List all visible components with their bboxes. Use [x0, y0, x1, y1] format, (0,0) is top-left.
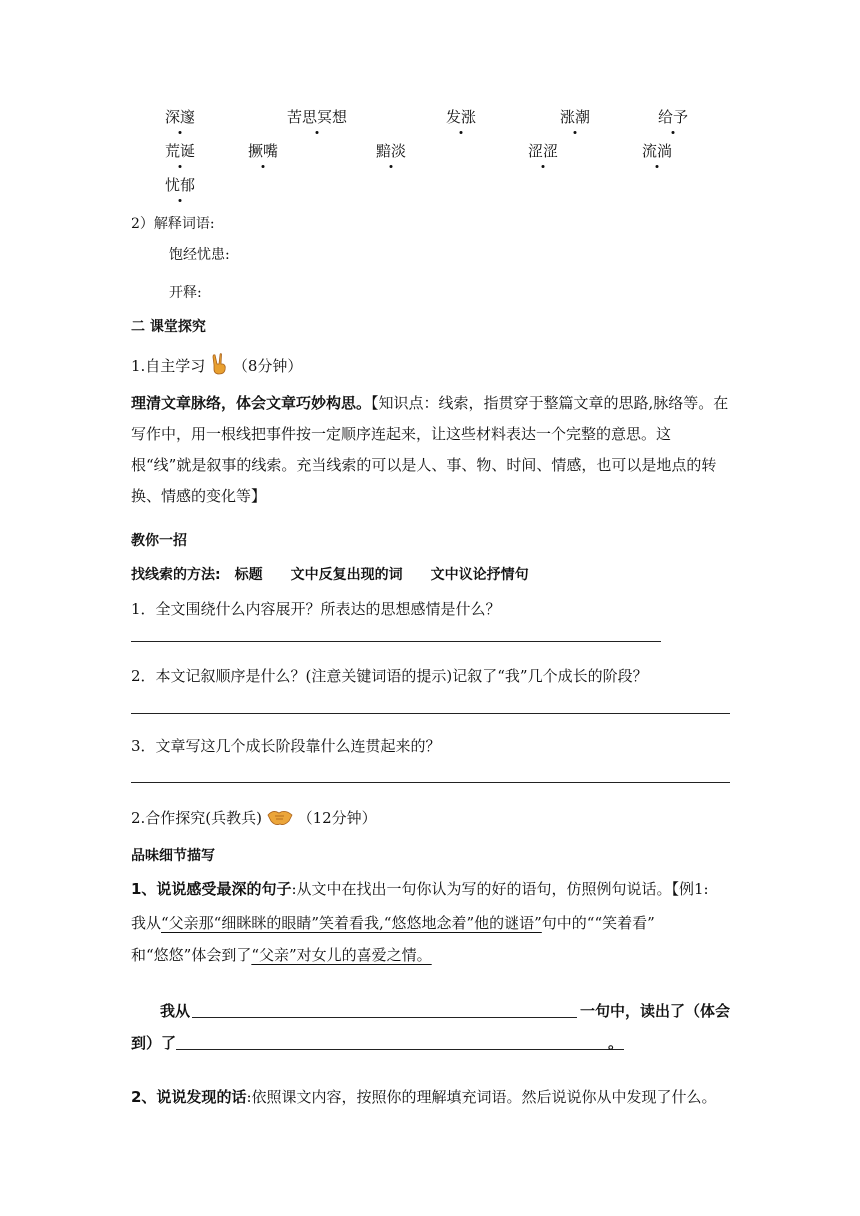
paragraph-body: 【知识点：线索，指贯穿于整篇文章的思路,脉络等。在写作中，用一根线把事件按一定顺序连起来，让这些材料表达一个完整的意思。这根“线”就是叙事的线索。充当线索的可以是人、事、物、时间、情感，也可以是地点的转换、情感的变化等】 [131, 394, 729, 505]
example-quote: “父亲那“细眯眯的眼睛”笑着看我,“悠悠地念着”他的谜语” [161, 914, 542, 932]
task-1-text: :从文中在找出一句你认为写的好的语句，仿照例句说话。【例1: [291, 880, 709, 898]
task-1-label: 1、说说感受最深的句子 [131, 880, 292, 898]
question-3: 3．文章写这几个成长阶段靠什么连贯起来的？ [131, 737, 441, 755]
example-text: 我从 [131, 914, 162, 932]
task-2-text: :依照课文内容，按照你的理解填充词语。然后说说你从中发现了什么。 [246, 1088, 717, 1106]
victory-hand-icon [210, 353, 228, 379]
task-2 [131, 1086, 717, 1107]
fill-blank[interactable] [192, 1017, 577, 1018]
explain-heading: 2）解释词语: [131, 216, 215, 232]
vocab-word: 流淌 [642, 142, 673, 160]
knowledge-paragraph [131, 388, 731, 512]
part1-time: （8分钟） [232, 357, 303, 375]
fill-label: 到）了 [131, 1034, 177, 1052]
fill-blank[interactable] [176, 1049, 624, 1050]
vocab-word: 深邃 [165, 108, 196, 126]
explain-item: 饱经忧患: [169, 247, 230, 263]
handshake-icon [267, 807, 293, 831]
example-quote: “父亲”对女儿的喜爱之情。 [251, 946, 432, 964]
example-text: 句中的““笑着看” [541, 914, 655, 932]
vocab-word: 撅嘴 [248, 142, 279, 160]
part2-title: 2.合作探究(兵教兵) [131, 809, 263, 827]
vocab-word: 苦思冥想 [287, 108, 348, 126]
question-2: 2．本文记叙顺序是什么？(注意关键词语的提示)记叙了“我”几个成长的阶段？ [131, 667, 648, 685]
vocab-word: 涩涩 [528, 142, 559, 160]
explain-item: 开释: [169, 285, 202, 301]
detail-title: 品味细节描写 [131, 848, 215, 864]
paragraph-lead: 理清文章脉络，体会文章巧妙构思。 [131, 394, 372, 412]
fill-end: 。 [608, 1034, 624, 1052]
example-line-2 [131, 944, 432, 965]
section-title: 二 课堂探究 [131, 319, 206, 335]
part2-header [131, 807, 377, 831]
task-2-label: 2、说说发现的话 [131, 1088, 247, 1106]
fill-label: 一句中，读出了（体会 [580, 1002, 731, 1020]
example-line-1 [131, 912, 655, 933]
vocab-word: 黯淡 [376, 142, 407, 160]
answer-line [131, 782, 730, 783]
part1-title: 1.自主学习 [131, 357, 206, 375]
question-1: 1．全文围绕什么内容展开？所表达的思想感情是什么？ [131, 600, 501, 618]
vocab-word: 给予 [658, 108, 689, 126]
vocab-word: 荒诞 [165, 142, 196, 160]
method-line: 找线索的方法: 标题 文中反复出现的词 文中议论抒情句 [131, 567, 529, 583]
teach-title: 教你一招 [131, 533, 187, 549]
fill-label: 我从 [160, 1002, 191, 1020]
answer-line [131, 713, 730, 714]
vocab-word: 发涨 [446, 108, 477, 126]
answer-line [131, 641, 661, 642]
task-1 [131, 878, 709, 899]
vocab-word: 忧郁 [165, 176, 196, 194]
part2-time: （12分钟） [297, 809, 377, 827]
part1-header [131, 353, 302, 379]
vocab-word: 涨潮 [560, 108, 591, 126]
example-text: 和“悠悠”体会到了 [131, 946, 252, 964]
